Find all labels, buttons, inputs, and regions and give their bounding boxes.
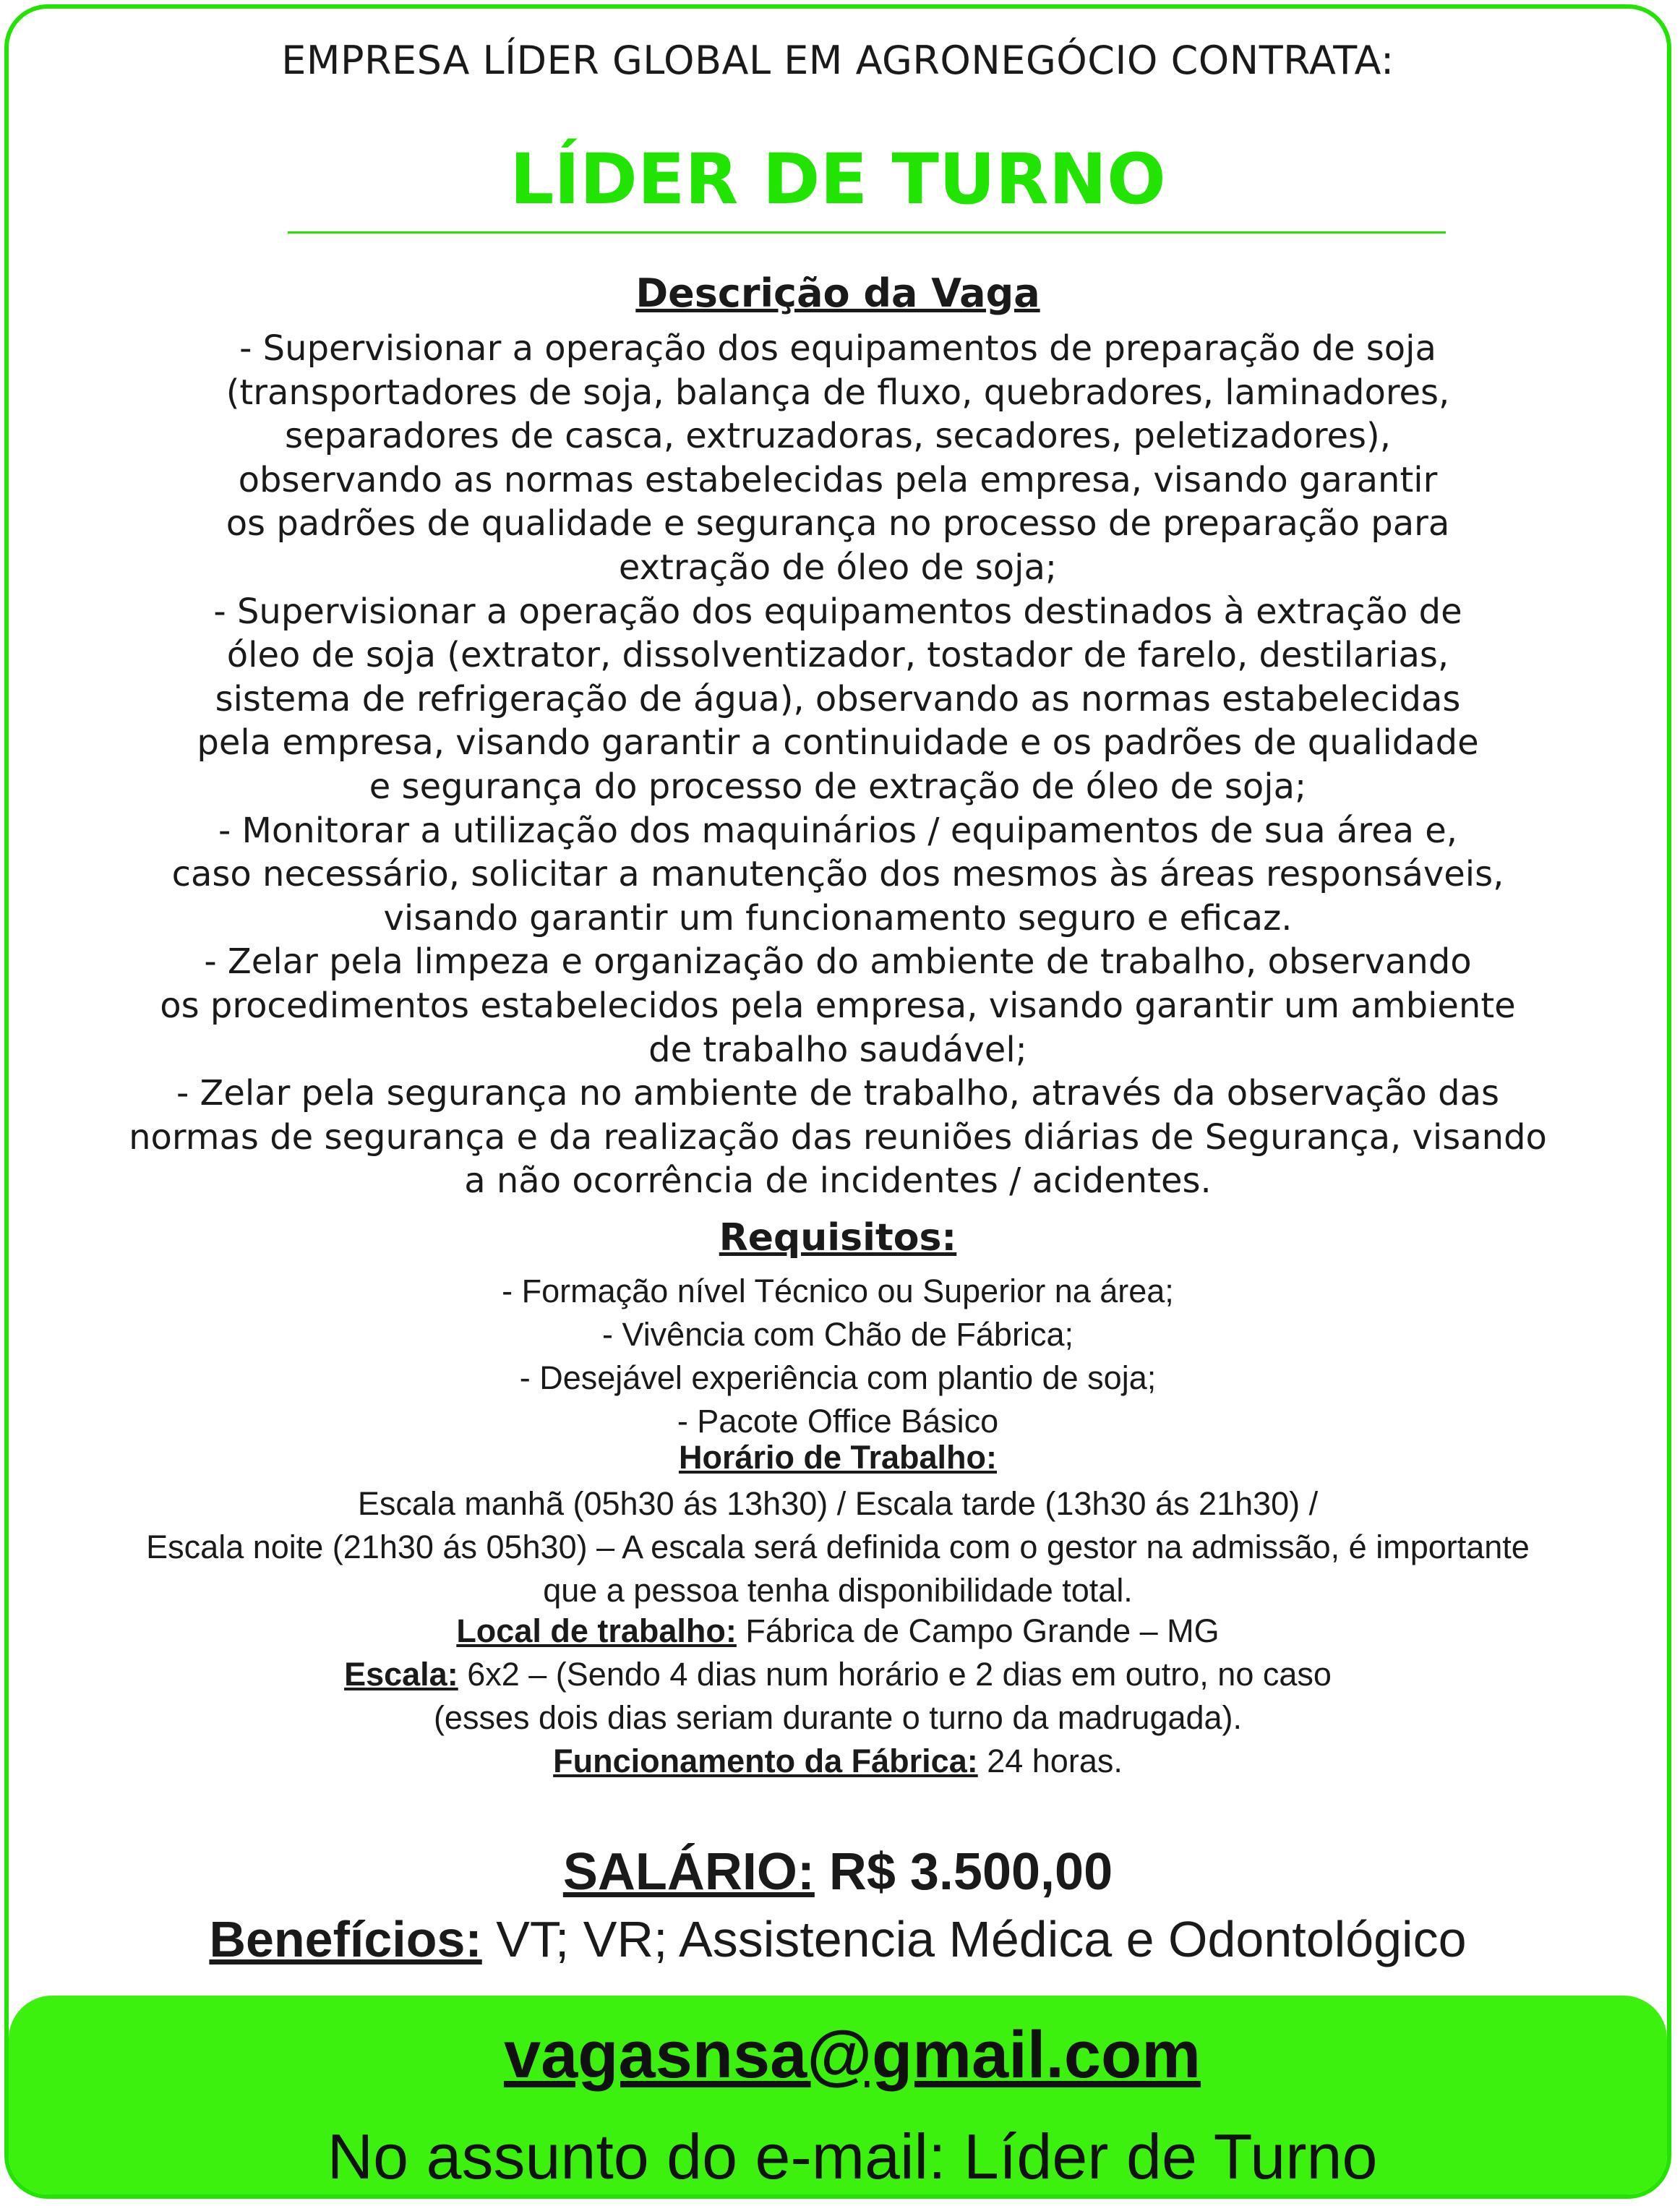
- location-value: Fábrica de Campo Grande – MG: [736, 1612, 1220, 1649]
- description-line: caso necessário, solicitar a manutenção dos mesmos às áreas responsáveis,: [171, 854, 1504, 895]
- schedule-continuation: (esses dois dias seriam durante o turno da madrugada).: [433, 1699, 1243, 1736]
- description-line: normas de segurança e da realização das reuniões diárias de Segurança, visando: [129, 1116, 1547, 1158]
- description-line: (transportadores de soja, balança de fluxo, quebradores, laminadores,: [226, 372, 1450, 413]
- description-line: - Zelar pela segurança no ambiente de trabalho, através da observação das: [176, 1073, 1500, 1114]
- contact-email-link[interactable]: vagasnsa@gmail.com: [503, 2018, 1201, 2092]
- email-subject-instruction: No assunto do e-mail: Líder de Turno: [327, 2121, 1378, 2192]
- benefits-value: VT; VR; Assistencia Médica e Odontológico: [481, 1911, 1467, 1967]
- operation-value: 24 horas.: [977, 1743, 1123, 1779]
- description-line: sistema de refrigeração de água), observando as normas estabelecidas: [215, 678, 1461, 719]
- description-line: observando as normas estabelecidas pela empresa, visando garantir: [238, 459, 1438, 500]
- role-title: LÍDER DE TURNO: [510, 139, 1166, 220]
- schedule-label: Escala:: [344, 1656, 458, 1693]
- company-line: EMPRESA LÍDER GLOBAL EM AGRONEGÓCIO CONTRATA:: [281, 38, 1394, 83]
- description-line: separadores de casca, extruzadoras, secadores, peletizadores),: [284, 416, 1392, 457]
- description-line: a não ocorrência de incidentes / acidentes.: [464, 1160, 1212, 1202]
- requirements-list: [9, 1270, 1667, 1443]
- salary-label: SALÁRIO:: [562, 1843, 815, 1901]
- schedule-value: 6x2 – (Sendo 4 dias num horário e 2 dias em outro, no caso: [458, 1656, 1332, 1693]
- description-line: extração de óleo de soja;: [618, 547, 1058, 588]
- hours-line: que a pessoa tenha disponibilidade total.: [543, 1572, 1133, 1609]
- description-line: - Monitorar a utilização dos maquinários / equipamentos de sua área e,: [218, 810, 1458, 851]
- requirements-heading: Requisitos:: [719, 1216, 957, 1260]
- title-divider: [288, 231, 1446, 234]
- requirement-item: - Desejável experiência com plantio de soja;: [519, 1359, 1157, 1396]
- description-line: óleo de soja (extrator, dissolventizador, tostador de farelo, destilarias,: [226, 635, 1449, 676]
- location-line: [9, 1612, 1667, 1650]
- requirement-item: - Formação nível Técnico ou Superior na área;: [502, 1273, 1174, 1309]
- schedule-line: [9, 1656, 1667, 1693]
- hours-line: Escala noite (21h30 ás 05h30) – A escala será definida com o gestor na admissão, é importante: [146, 1529, 1530, 1565]
- description-line: de trabalho saudável;: [648, 1029, 1027, 1070]
- salary-value: R$ 3.500,00: [814, 1843, 1113, 1901]
- hours-heading: Horário de Trabalho:: [678, 1439, 998, 1476]
- benefits-label: Benefícios:: [209, 1911, 482, 1967]
- description-line: - Supervisionar a operação dos equipamentos de preparação de soja: [239, 328, 1436, 369]
- operation-label: Funcionamento da Fábrica:: [553, 1743, 978, 1779]
- description-heading: Descrição da Vaga: [635, 270, 1040, 316]
- description-line: - Supervisionar a operação dos equipamentos destinados à extração de: [213, 591, 1462, 632]
- description-line: - Zelar pela limpeza e organização do ambiente de trabalho, observando: [204, 941, 1472, 983]
- hours-body: [9, 1482, 1667, 1612]
- job-poster: [4, 4, 1671, 2199]
- description-line: visando garantir um funcionamento seguro e eficaz.: [383, 897, 1293, 939]
- description-line: e segurança do processo de extração de óleo de soja;: [369, 766, 1307, 807]
- description-line: os procedimentos estabelecidos pela empresa, visando garantir um ambiente: [160, 985, 1516, 1026]
- salary-line: [9, 1842, 1667, 1902]
- hours-line: Escala manhã (05h30 ás 13h30) / Escala tarde (13h30 ás 21h30) /: [357, 1485, 1319, 1522]
- description-body: [9, 327, 1667, 1203]
- description-line: pela empresa, visando garantir a continuidade e os padrões de qualidade: [197, 722, 1479, 764]
- description-line: os padrões de qualidade e segurança no processo de preparação para: [226, 503, 1450, 544]
- requirement-item: - Vivência com Chão de Fábrica;: [602, 1316, 1073, 1353]
- requirement-item: - Pacote Office Básico: [677, 1403, 999, 1440]
- benefits-line: [9, 1910, 1667, 1968]
- operation-line: [9, 1743, 1667, 1780]
- location-label: Local de trabalho:: [456, 1612, 737, 1649]
